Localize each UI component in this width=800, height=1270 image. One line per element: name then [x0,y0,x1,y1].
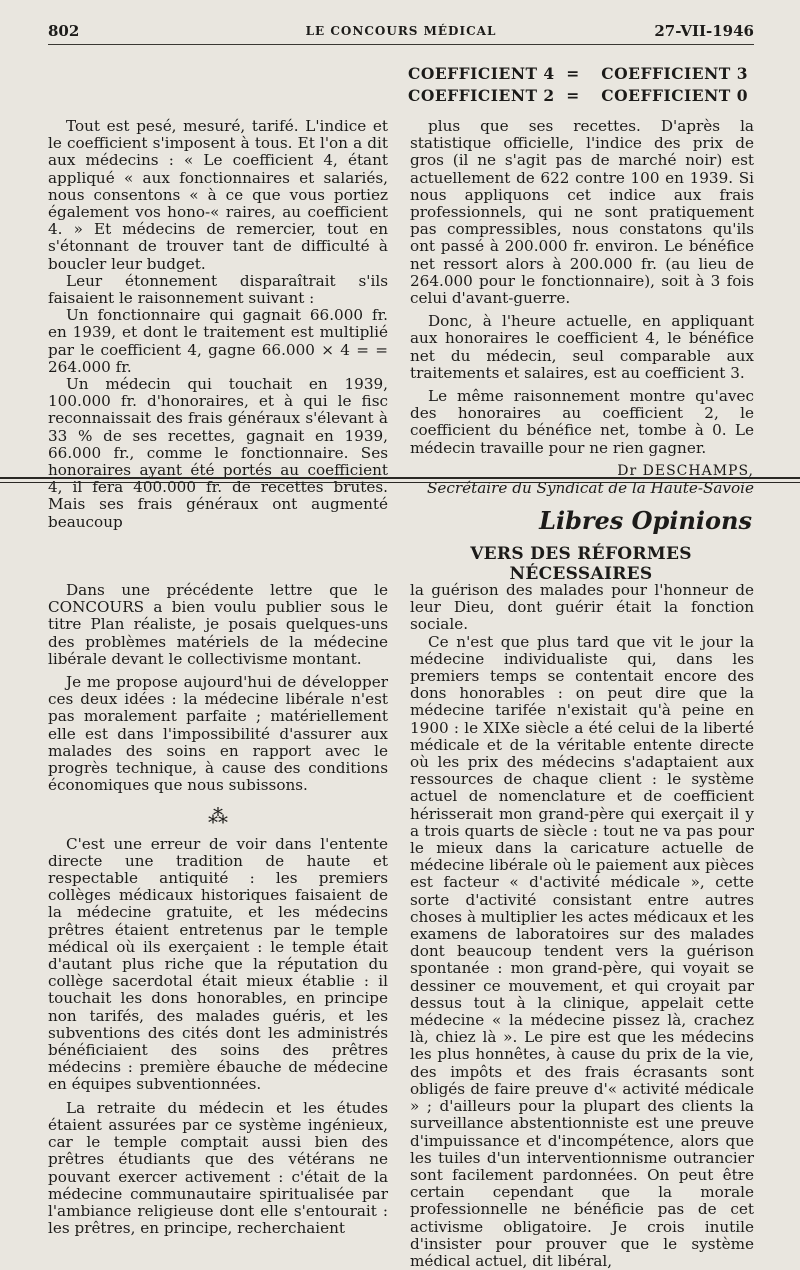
coef-equals: = [566,86,580,105]
page-number: 802 [48,22,80,40]
article2-left-column [48,582,388,1237]
asterism-ornament: ⁂ [208,804,228,829]
article2-right-column [410,582,754,1270]
paragraph: Leur étonnement disparaîtrait s'ils faisaient le raisonnement suivant : [48,271,388,308]
section-divider [0,477,800,479]
paragraph: La retraite du médecin et les études étaient assurées par ce système ingénieux, car le temple comptait aussi bien des prêtres étudiants que des vétérans ne pouvant exercer activement : c'était de la médecine communautaire spiritualisée par l'ambiance religieuse dont elle s'entourait : les prêtres, en principe, recherchaient [48,1098,388,1238]
paragraph: Un fonctionnaire qui gagnait 66.000 fr. en 1939, et dont le traitement est multiplié par le coefficient 4, gagne 66.000 × 4 = = 264.000 fr. [48,306,388,376]
paragraph: Un médecin qui touchait en 1939, 100.000 fr. d'honoraires, et à qui le fisc reconnaissait des frais généraux s'élevant à 33 % de ses recettes, gagnait en 1939, 66.000 fr., comme le fonctionnaire. Ses honoraires ayant été portés au coefficient 4, il fera 400.000 fr. de recettes brutes. Mais ses frais généraux ont augmenté beaucoup [48,375,388,531]
paragraph: plus que ses recettes. D'après la statistique officielle, l'indice des prix de gros (il ne s'agit pas de marché noir) est actuellement de 622 contre 100 en 1939. Si nous appliquons cet indice aux frais professionnels, qui ne sont pratiquement pas compressibles, nous constatons qu'ils ont passé à 200.000 fr. environ. Le bénéfice net ressort alors à 200.000 fr. (au lieu de 264.000 pour le fonctionnaire), soit à 3 fois celui d'avant-guerre. [410,117,754,308]
article1-left-column [48,118,388,531]
paragraph: C'est une erreur de voir dans l'entente directe une tradition de haute et respectable antiquité : les premiers collèges médicaux historiques faisaient de la médecine gratuite, et les médecins prêtres étaient entretenus par le temple médical où ils exerçaient : le temple était d'autant plus riche que la réputation du collège sacerdotal était mieux établie : il touchait les dons honorables, en principe non tarifés, des malades guéris, et les subventions des cités dont les administrés bénéficiaient des soins des prêtres médecins : première ébauche de médecine en équipes subventionnées. [48,834,388,1094]
page-header [48,22,754,45]
paragraph: Le même raisonnement montre qu'avec des honoraires au coefficient 2, le coefficient du bénéfice net, tombe à 0. Le médecin travaille pour ne rien gagner. [410,387,754,457]
journal-title: LE CONCOURS MÉDICAL [305,24,497,38]
paragraph: Donc, à l'heure actuelle, en appliquant aux honoraires le coefficient 4, le bénéfice net du médecin, seul comparable aux traitements et salaires, est au coefficient 3. [410,312,754,382]
coef-right: COEFFICIENT 3 [601,64,748,83]
rubric-title: Libres Opinions [539,506,752,535]
paragraph: Je me propose aujourd'hui de développer ces deux idées : la médecine libérale n'est pas moralement parfaite ; matériellement elle est dans l'impossibilité d'assurer aux malades des soins en rapport avec le progrès technique, à cause des conditions économiques que nous subissons. [48,673,388,795]
article-title: VERS DES RÉFORMES NÉCESSAIRES [470,544,692,584]
coefficient-line-2 [408,86,754,105]
signature-name: Dr DESCHAMPS, [617,462,754,479]
coef-left: COEFFICIENT 2 [408,86,555,105]
coef-left: COEFFICIENT 4 [408,64,555,83]
coef-equals: = [566,64,580,83]
section-divider [0,482,800,483]
signature-title: Secrétaire du Syndicat de la Haute-Savoie [426,479,754,498]
paragraph: Tout est pesé, mesuré, tarifé. L'indice et le coefficient s'imposent à tous. Et l'on a dit aux médecins : « Le coefficient 4, étant appliqué « aux fonctionnaires et salariés, nous consentons « à ce que vous portiez également vos hono-« raires, au coefficient 4. » Et médecins de remercier, tout en s'étonnant de trouver tant de difficulté à boucler leur budget. [48,117,388,273]
paragraph: la guérison des malades pour l'honneur de leur Dieu, dont guérir était la fonction sociale. [410,581,754,634]
issue-date: 27-VII-1946 [654,22,754,40]
paragraph: Ce n'est que plus tard que vit le jour la médecine individualiste qui, dans les premiers temps se contentait encore des dons honorables : on peut dire que la médecine tarifée n'existait qu'à peine en 1900 : le XIXe siècle a été celui de la liberté médicale et de la véritable entente directe où les prix des médecins s'adaptaient aux ressources de chaque client : le système actuel de nomenclature et de coefficient hérisserait mon grand-père qui exerçait il y a trois quarts de siècle : tout ne va pas pour le mieux dans la caricature actuelle de médecine libérale où le paiement aux pièces est facteur « d'activité médicale », cette sorte d'activité consistant entre autres choses à multiplier les actes médicaux et les examens de laboratoires sur des malades dont beaucoup tendent vers la guérison spontanée : mon grand-père, qui voyait se dessiner ce mouvement, et qui croyait par dessus tout à la clinique, appelait cette médecine « la médecine pissez là, crachez là, chiez là ». Le pire est que les médecins les plus honnêtes, à cause du prix de la vie, des impôts et des frais écrasants sont obligés de faire preuve d'« activité médicale » ; d'ailleurs pour la plupart des clients la surveillance abstentionniste est une preuve d'impuissance et d'incompétence, alors que les tuiles d'un interventionnisme outrancier sont facilement pardonnées. On peut être certain cependant que la morale professionnelle ne bénéficie pas de cet activisme obligatoire. Je crois inutile d'insister pour prouver que le système médical actuel, dit libéral, [410,632,754,1270]
coef-right: COEFFICIENT 0 [601,86,748,105]
coefficient-line-1 [408,64,754,83]
paragraph: Dans une précédente lettre que le CONCOURS a bien voulu publier sous le titre Plan réaliste, je posais quelques-uns des problèmes matériels de la médecine libérale devant le collectivisme montant. [48,581,388,668]
article1-right-column [410,118,754,497]
